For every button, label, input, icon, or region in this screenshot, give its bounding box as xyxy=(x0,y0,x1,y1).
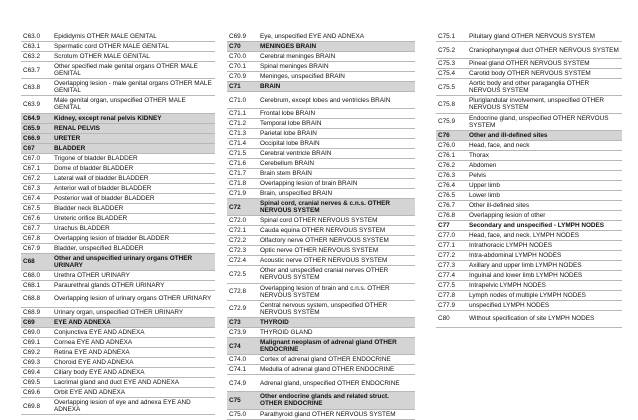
table-row xyxy=(21,270,215,280)
code-cell: C69 xyxy=(21,317,52,327)
description-cell: Overlapping lesion - male genital organs OTHER MALE GENITAL xyxy=(52,79,215,96)
description-cell: Parathyroid gland OTHER NERVOUS SYSTEM xyxy=(258,409,415,419)
section-header-row xyxy=(436,130,622,140)
code-cell: C76.3 xyxy=(436,170,467,180)
table-row xyxy=(436,79,622,96)
table-row xyxy=(21,347,215,357)
code-cell: C67.5 xyxy=(21,203,52,213)
table-row xyxy=(227,283,415,300)
code-cell: C63.7 xyxy=(21,62,52,79)
description-cell: Temporal lobe BRAIN xyxy=(258,119,415,129)
code-cell: C67.0 xyxy=(21,153,52,163)
table-row xyxy=(227,300,415,317)
table-row xyxy=(436,290,622,300)
code-cell: C71.4 xyxy=(227,139,258,149)
table-row xyxy=(436,200,622,210)
description-cell: Abdomen xyxy=(467,160,622,170)
table-row xyxy=(227,256,415,266)
code-cell: C68.9 xyxy=(21,307,52,317)
description-cell: Ciliary body EYE AND ADNEXA xyxy=(52,367,215,377)
table-row xyxy=(21,233,215,243)
table-row xyxy=(227,119,415,129)
description-cell: Scrotum OTHER MALE GENITAL xyxy=(52,52,215,62)
code-cell: C68 xyxy=(21,253,52,270)
description-cell: Spinal cord, cranial nerves & c.n.s. OTHER NERVOUS SYSTEM xyxy=(258,199,415,216)
table-row xyxy=(21,96,215,113)
table-row xyxy=(227,129,415,139)
description-cell: Brain, unspecified BRAIN xyxy=(258,189,415,199)
description-cell: Lateral wall of bladder BLADDER xyxy=(52,173,215,183)
description-cell: Craniopharyngeal duct OTHER NERVOUS SYSTEM xyxy=(467,42,622,59)
description-cell: Other endocrine glands and related struct. OTHER ENDOCRINE xyxy=(258,392,415,409)
code-cell: C69.5 xyxy=(21,377,52,387)
description-cell: Overlapping lesion of urinary organs OTHER URINARY xyxy=(52,290,215,307)
code-cell: C80 xyxy=(436,310,467,327)
code-cell: C74.1 xyxy=(227,365,258,375)
code-cell: C69.4 xyxy=(21,367,52,377)
code-cell: C69.1 xyxy=(21,337,52,347)
table-row xyxy=(227,92,415,109)
table-row xyxy=(227,179,415,189)
table-row xyxy=(227,72,415,82)
description-cell: Inguinal and lower limb LYMPH NODES xyxy=(467,270,622,280)
code-cell: C76.4 xyxy=(436,180,467,190)
code-cell: C75.5 xyxy=(436,79,467,96)
description-cell: Trigone of bladder BLADDER xyxy=(52,153,215,163)
description-cell: unspecified LYMPH NODES xyxy=(467,300,622,310)
description-cell: Spermatic cord OTHER MALE GENITAL xyxy=(52,42,215,52)
section-header-row xyxy=(21,113,215,123)
description-cell: Cerebellum BRAIN xyxy=(258,159,415,169)
table-row xyxy=(21,79,215,96)
description-cell: Conjunctiva EYE AND ADNEXA xyxy=(52,327,215,337)
code-cell: C63.2 xyxy=(21,52,52,62)
description-cell: Overlapping lesion of other xyxy=(467,210,622,220)
table-row xyxy=(21,213,215,223)
code-cell: C71.7 xyxy=(227,169,258,179)
section-header-row xyxy=(21,143,215,153)
table-row xyxy=(21,307,215,317)
section-header-row xyxy=(21,253,215,270)
code-cell: C77.3 xyxy=(436,260,467,270)
table-row xyxy=(21,193,215,203)
description-cell: Cerebrum, except lobes and ventricles BRAIN xyxy=(258,92,415,109)
code-cell: C73.9 xyxy=(227,327,258,337)
section-header-row xyxy=(227,317,415,327)
code-cell: C71.0 xyxy=(227,92,258,109)
table-row xyxy=(227,355,415,365)
table-row xyxy=(436,59,622,69)
description-cell: Bladder neck BLADDER xyxy=(52,203,215,213)
code-cell: C75.1 xyxy=(436,32,467,42)
code-cell: C77.0 xyxy=(436,230,467,240)
table-row xyxy=(21,42,215,52)
table-row xyxy=(436,180,622,190)
table-row xyxy=(436,150,622,160)
table-row xyxy=(227,365,415,375)
code-cell: C73 xyxy=(227,317,258,327)
table-row xyxy=(21,357,215,367)
code-cell: C71.9 xyxy=(227,189,258,199)
code-cell: C70.0 xyxy=(227,52,258,62)
code-cell: C69.2 xyxy=(21,347,52,357)
table-row xyxy=(436,170,622,180)
table-row xyxy=(21,367,215,377)
description-cell: EYE AND ADNEXA xyxy=(52,317,215,327)
table-row xyxy=(227,109,415,119)
description-cell: Spinal meninges BRAIN xyxy=(258,62,415,72)
description-cell: Cornea EYE AND ADNEXA xyxy=(52,337,215,347)
description-cell: Axillary and upper limb LYMPH NODES xyxy=(467,260,622,270)
code-cell: C67 xyxy=(21,143,52,153)
code-cell: C75.2 xyxy=(436,42,467,59)
table-row xyxy=(436,69,622,79)
description-cell: Intra-abdominal LYMPH NODES xyxy=(467,250,622,260)
table-row xyxy=(21,397,215,414)
description-cell: Pineal gland OTHER NERVOUS SYSTEM xyxy=(467,59,622,69)
description-cell: Cortex of adrenal gland OTHER ENDOCRINE xyxy=(258,355,415,365)
code-cell: C76 xyxy=(436,130,467,140)
description-cell: Choroid EYE AND ADNEXA xyxy=(52,357,215,367)
description-cell: Without specification of site LYMPH NODES xyxy=(467,310,622,327)
code-cell: C76.5 xyxy=(436,190,467,200)
description-cell: Cerebral ventricle BRAIN xyxy=(258,149,415,159)
description-cell: Spinal cord OTHER NERVOUS SYSTEM xyxy=(258,216,415,226)
description-cell: Pluriglandular involvement, unspecified OTHER NERVOUS SYSTEM xyxy=(467,96,622,113)
table-row xyxy=(21,173,215,183)
description-cell: Lacrimal gland and duct EYE AND ADNEXA xyxy=(52,377,215,387)
code-cell: C71.6 xyxy=(227,159,258,169)
section-header-row xyxy=(227,82,415,92)
code-cell: C75.3 xyxy=(436,59,467,69)
section-header-row xyxy=(21,133,215,143)
code-cell: C75.9 xyxy=(436,113,467,130)
description-cell: Overlapping lesion of brain BRAIN xyxy=(258,179,415,189)
description-cell: Bladder, unspecified BLADDER xyxy=(52,243,215,253)
code-cell: C65.9 xyxy=(21,123,52,133)
code-cell: C75 xyxy=(227,392,258,409)
code-cell: C72.4 xyxy=(227,256,258,266)
code-cell: C76.7 xyxy=(436,200,467,210)
code-cell: C71.2 xyxy=(227,119,258,129)
code-cell: C77.9 xyxy=(436,300,467,310)
table-row xyxy=(436,240,622,250)
table-row xyxy=(227,236,415,246)
code-cell: C77.5 xyxy=(436,280,467,290)
code-cell: C72.1 xyxy=(227,226,258,236)
description-cell: Lymph nodes of multiple LYMPH NODES xyxy=(467,290,622,300)
table-row xyxy=(227,169,415,179)
code-cell: C67.7 xyxy=(21,223,52,233)
code-cell: C72.2 xyxy=(227,236,258,246)
table-row xyxy=(436,270,622,280)
code-cell: C75.8 xyxy=(436,96,467,113)
code-cell: C77.1 xyxy=(436,240,467,250)
code-cell: C63.0 xyxy=(21,32,52,42)
table-row xyxy=(227,409,415,419)
code-cell: C63.1 xyxy=(21,42,52,52)
column-1 xyxy=(21,32,215,415)
table-row xyxy=(227,189,415,199)
table-row xyxy=(21,32,215,42)
table-row xyxy=(436,230,622,240)
table-row xyxy=(436,250,622,260)
table-row xyxy=(436,280,622,290)
code-cell: C74 xyxy=(227,337,258,354)
description-cell: Optic nerve OTHER NERVOUS SYSTEM xyxy=(258,246,415,256)
code-cell: C77.4 xyxy=(436,270,467,280)
description-cell: Pelvis xyxy=(467,170,622,180)
description-cell: Upper limb xyxy=(467,180,622,190)
code-cell: C63.9 xyxy=(21,96,52,113)
description-cell: Head, face, and neck. LYMPH NODES xyxy=(467,230,622,240)
description-cell: Urachus BLADDER xyxy=(52,223,215,233)
table-row xyxy=(227,149,415,159)
table-row xyxy=(436,42,622,59)
table-row xyxy=(21,243,215,253)
description-cell: THYROID xyxy=(258,317,415,327)
code-cell: C72.0 xyxy=(227,216,258,226)
description-cell: Urinary organ, unspecified OTHER URINARY xyxy=(52,307,215,317)
description-cell: Parietal lobe BRAIN xyxy=(258,129,415,139)
table-row xyxy=(227,216,415,226)
code-cell: C75.4 xyxy=(436,69,467,79)
code-cell: C68.0 xyxy=(21,270,52,280)
code-cell: C71 xyxy=(227,82,258,92)
code-cell: C64.9 xyxy=(21,113,52,123)
description-cell: Paraurethral glands OTHER URINARY xyxy=(52,280,215,290)
table-row xyxy=(21,327,215,337)
table-row xyxy=(21,290,215,307)
code-cell: C67.8 xyxy=(21,233,52,243)
description-cell: Dome of bladder BLADDER xyxy=(52,163,215,173)
description-cell: Malignant neoplasm of adrenal gland OTHER ENDOCRINE xyxy=(258,337,415,354)
description-cell: Eye, unspecified EYE AND ADNEXA xyxy=(258,32,415,42)
description-cell: Carotid body OTHER NERVOUS SYSTEM xyxy=(467,69,622,79)
code-cell: C72.9 xyxy=(227,300,258,317)
code-cell: C71.8 xyxy=(227,179,258,189)
table-row xyxy=(227,246,415,256)
code-cell: C71.3 xyxy=(227,129,258,139)
table-row xyxy=(227,226,415,236)
code-cell: C69.6 xyxy=(21,387,52,397)
description-cell: Retina EYE AND ADNEXA xyxy=(52,347,215,357)
description-cell: Thorax xyxy=(467,150,622,160)
description-cell: Posterior wall of bladder BLADDER xyxy=(52,193,215,203)
table-row xyxy=(436,190,622,200)
description-cell: Frontal lobe BRAIN xyxy=(258,109,415,119)
section-header-row xyxy=(227,42,415,52)
description-cell: Other ill-defined sites xyxy=(467,200,622,210)
description-cell: Other specified male genital organs OTHER MALE GENITAL xyxy=(52,62,215,79)
description-cell: Cauda equina OTHER NERVOUS SYSTEM xyxy=(258,226,415,236)
table-row xyxy=(227,159,415,169)
section-header-row xyxy=(21,317,215,327)
description-cell: Urethra OTHER URINARY xyxy=(52,270,215,280)
table-row xyxy=(436,310,622,327)
code-cell: C67.6 xyxy=(21,213,52,223)
description-cell: BLADDER xyxy=(52,143,215,153)
description-cell: Kidney, except renal pelvis KIDNEY xyxy=(52,113,215,123)
code-cell: C75.0 xyxy=(227,409,258,419)
code-cell: C72.3 xyxy=(227,246,258,256)
section-header-row xyxy=(227,337,415,354)
table-row xyxy=(436,160,622,170)
table-row xyxy=(436,210,622,220)
table-row xyxy=(227,139,415,149)
description-cell: Medulla of adrenal gland OTHER ENDOCRINE xyxy=(258,365,415,375)
table-row xyxy=(21,280,215,290)
code-cell: C76.8 xyxy=(436,210,467,220)
description-cell: Endocrine gland, unspecified OTHER NERVOUS SYSTEM xyxy=(467,113,622,130)
code-cell: C63.8 xyxy=(21,79,52,96)
table-row xyxy=(227,52,415,62)
description-cell: Brain stem BRAIN xyxy=(258,169,415,179)
table-row xyxy=(436,113,622,130)
table-row xyxy=(21,203,215,213)
code-cell: C67.3 xyxy=(21,183,52,193)
description-cell: RENAL PELVIS xyxy=(52,123,215,133)
code-cell: C76.2 xyxy=(436,160,467,170)
column-2 xyxy=(227,32,415,420)
table-row xyxy=(21,62,215,79)
table-row xyxy=(21,223,215,233)
code-cell: C69.9 xyxy=(227,32,258,42)
description-cell: Overlapping lesion of eye and adnexa EYE AND ADNEXA xyxy=(52,397,215,414)
code-cell: C69.3 xyxy=(21,357,52,367)
code-cell: C76.0 xyxy=(436,140,467,150)
code-cell: C77.8 xyxy=(436,290,467,300)
description-cell: Secondary and unspecified - LYMPH NODES xyxy=(467,220,622,230)
description-cell: Overlapping lesion of bladder BLADDER xyxy=(52,233,215,243)
code-cell: C72.5 xyxy=(227,266,258,283)
description-cell: BRAIN xyxy=(258,82,415,92)
description-cell: Intrapelvic LYMPH NODES xyxy=(467,280,622,290)
description-cell: Central nervous system, unspecified OTHER NERVOUS SYSTEM xyxy=(258,300,415,317)
code-cell: C70.9 xyxy=(227,72,258,82)
description-cell: Pituitary gland OTHER NERVOUS SYSTEM xyxy=(467,32,622,42)
table-row xyxy=(436,220,622,230)
table-row xyxy=(21,337,215,347)
code-cell: C67.9 xyxy=(21,243,52,253)
code-cell: C77.2 xyxy=(436,250,467,260)
section-header-row xyxy=(21,123,215,133)
code-cell: C74.0 xyxy=(227,355,258,365)
code-cell: C77 xyxy=(436,220,467,230)
description-cell: Lower limb xyxy=(467,190,622,200)
table-row xyxy=(436,300,622,310)
description-cell: Intrathoracic LYMPH NODES xyxy=(467,240,622,250)
code-cell: C69.0 xyxy=(21,327,52,337)
table-row xyxy=(436,32,622,42)
code-cell: C76.1 xyxy=(436,150,467,160)
code-cell: C71.5 xyxy=(227,149,258,159)
table-row xyxy=(436,140,622,150)
code-cell: C72.8 xyxy=(227,283,258,300)
code-cell: C72 xyxy=(227,199,258,216)
description-cell: Cerebral meninges BRAIN xyxy=(258,52,415,62)
table-row xyxy=(227,32,415,42)
description-cell: Olfactory nerve OTHER NERVOUS SYSTEM xyxy=(258,236,415,246)
code-table-1 xyxy=(21,32,215,415)
description-cell: Epididymis OTHER MALE GENITAL xyxy=(52,32,215,42)
code-table-3 xyxy=(436,32,622,328)
table-row xyxy=(227,62,415,72)
table-row xyxy=(21,163,215,173)
description-cell: Head, face, and neck xyxy=(467,140,622,150)
code-cell: C71.1 xyxy=(227,109,258,119)
table-row xyxy=(21,387,215,397)
code-cell: C66.9 xyxy=(21,133,52,143)
description-cell: Orbit EYE AND ADNEXA xyxy=(52,387,215,397)
section-header-row xyxy=(227,199,415,216)
table-row xyxy=(21,52,215,62)
table-row xyxy=(436,260,622,270)
description-cell: THYROID GLAND xyxy=(258,327,415,337)
description-cell: Ureteric orifice BLADDER xyxy=(52,213,215,223)
table-row xyxy=(227,375,415,392)
description-cell: Other and unspecified urinary organs OTHER URINARY xyxy=(52,253,215,270)
description-cell: MENINGES BRAIN xyxy=(258,42,415,52)
description-cell: Male genital organ, unspecified OTHER MALE GENITAL xyxy=(52,96,215,113)
description-cell: URETER xyxy=(52,133,215,143)
code-table-2 xyxy=(227,32,415,420)
code-cell: C67.2 xyxy=(21,173,52,183)
column-3 xyxy=(436,32,622,328)
table-row xyxy=(436,96,622,113)
section-header-row xyxy=(227,392,415,409)
description-cell: Acoustic nerve OTHER NERVOUS SYSTEM xyxy=(258,256,415,266)
description-cell: Occipital lobe BRAIN xyxy=(258,139,415,149)
description-cell: Aortic body and other paraganglia OTHER NERVOUS SYSTEM xyxy=(467,79,622,96)
code-cell: C67.1 xyxy=(21,163,52,173)
table-row xyxy=(227,266,415,283)
table-row xyxy=(21,377,215,387)
code-cell: C69.8 xyxy=(21,397,52,414)
code-cell: C68.8 xyxy=(21,290,52,307)
code-cell: C70.1 xyxy=(227,62,258,72)
table-row xyxy=(227,327,415,337)
description-cell: Other and ill-defined sites xyxy=(467,130,622,140)
code-cell: C70 xyxy=(227,42,258,52)
code-cell: C68.1 xyxy=(21,280,52,290)
code-cell: C67.4 xyxy=(21,193,52,203)
description-cell: Other and unspecified cranial nerves OTHER NERVOUS SYSTEM xyxy=(258,266,415,283)
table-row xyxy=(21,153,215,163)
description-cell: Meninges, unspecified BRAIN xyxy=(258,72,415,82)
description-cell: Overlapping lesion of brain and c.n.s. OTHER NERVOUS SYSTEM xyxy=(258,283,415,300)
code-cell: C74.9 xyxy=(227,375,258,392)
description-cell: Adrenal gland, unspecified OTHER ENDOCRINE xyxy=(258,375,415,392)
description-cell: Anterior wall of bladder BLADDER xyxy=(52,183,215,193)
table-row xyxy=(21,183,215,193)
